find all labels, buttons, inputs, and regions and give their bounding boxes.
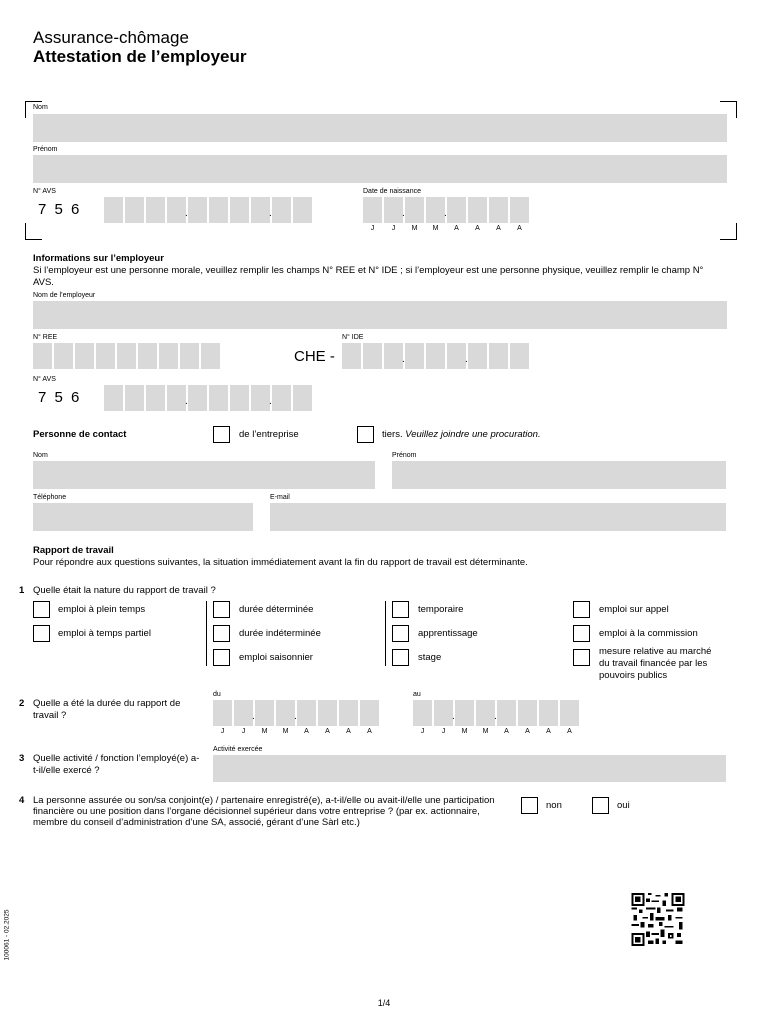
avs-cell[interactable] [272,385,291,411]
avs-cell[interactable] [188,197,207,223]
separator-dot: . [185,208,188,219]
form-code: 100061 - 02.2025 [3,909,11,961]
date-cell[interactable] [255,700,274,726]
date-letter: A [475,225,480,232]
ree-cell[interactable] [96,343,115,369]
avs-cell[interactable] [209,197,228,223]
prenom-label: Prénom [33,146,58,153]
label-seasonal: emploi saisonnier [239,652,313,663]
avs-cell[interactable] [125,197,144,223]
date-cell[interactable] [360,700,379,726]
label-apprenticeship: apprentissage [418,628,478,639]
dob-cell[interactable] [447,197,466,223]
q1-number: 1 [19,585,25,596]
dob-cell[interactable] [363,197,382,223]
q4-number: 4 [19,795,25,806]
dob-cell[interactable] [489,197,508,223]
label-fixed-term: durée déterminée [239,604,314,615]
ide-cell[interactable] [468,343,487,369]
dob-cell[interactable] [510,197,529,223]
separator-dot: . [185,396,188,407]
date-letter: J [241,728,246,735]
date-letter: A [517,225,522,232]
phone-label: Téléphone [33,494,67,501]
q3-number: 3 [19,753,25,764]
ree-cell[interactable] [201,343,220,369]
checkbox-on-call[interactable] [573,601,590,618]
dob-cells[interactable] [363,197,533,235]
separator-dot: . [269,208,272,219]
checkbox-labour-measure[interactable] [573,649,590,666]
date-letter: M [432,225,439,232]
contact-third-party-checkbox[interactable] [357,426,374,443]
date-cell[interactable] [497,700,516,726]
nom-field[interactable] [33,114,727,142]
dob-cell[interactable] [468,197,487,223]
avs-cell[interactable] [293,197,312,223]
checkbox-part-time[interactable] [33,625,50,642]
from-label: du [213,691,221,698]
contact-prenom-label: Prénom [392,452,417,459]
dob-cell[interactable] [405,197,424,223]
avs-digits[interactable] [0,197,320,225]
date-letter: A [504,728,509,735]
avs-cell[interactable] [230,385,249,411]
date-cell[interactable] [297,700,316,726]
avs-cell[interactable] [167,197,186,223]
activity-field[interactable] [213,755,726,782]
q2-question: Quelle a été la durée du rapport de travail ? [33,698,181,721]
separator-dot: . [402,208,405,219]
checkbox-commission[interactable] [573,625,590,642]
nom-label: Nom [33,104,48,111]
q4-yes-label: oui [617,800,630,811]
avs-prefix: 7 5 6 [38,201,80,218]
contact-nom-field[interactable] [33,461,375,489]
work-heading: Rapport de travail [33,545,114,556]
ree-cell[interactable] [54,343,73,369]
employer-intro: Si l’employeur est une personne morale, veuillez remplir les champs N° REE et N° IDE ; si l’employeur est une personne physique, veuillez remplir le champ N° AVS. [33,265,704,288]
date-letter: J [220,728,225,735]
label-internship: stage [418,652,442,663]
q1-question: Quelle était la nature du rapport de travail ? [33,585,216,596]
date-letter: J [391,225,396,232]
date-cell[interactable] [234,700,253,726]
to-label: au [413,691,421,698]
date-cell[interactable] [339,700,358,726]
date-letter: A [567,728,572,735]
label-temporary: temporaire [418,604,464,615]
checkbox-internship[interactable] [392,649,409,666]
ide-cells[interactable] [342,343,532,371]
activity-label: Activité exercée [213,746,263,753]
avs-cell[interactable] [230,197,249,223]
frame-corner-br [720,223,737,240]
che-prefix: CHE - [294,348,335,365]
label-on-call: emploi sur appel [599,604,669,615]
date-cell[interactable] [476,700,495,726]
contact-company-label: de l’entreprise [239,429,299,440]
third-party-text: tiers. [382,429,403,440]
date-letter: A [454,225,459,232]
ide-cell[interactable] [342,343,361,369]
date-letter: A [367,728,372,735]
avs-cell[interactable] [146,197,165,223]
column-divider [206,601,207,666]
q3-question: Quelle activité / fonction l’employé(e) a-t-il/elle exercé ? [33,753,200,776]
to-date-cells[interactable] [413,700,583,738]
date-cell[interactable] [213,700,232,726]
dob-label: Date de naissance [363,188,421,195]
avs-cell[interactable] [125,385,144,411]
employer-name-label: Nom de l’employeur [33,292,96,299]
employer-heading: Informations sur l’employeur [33,253,164,264]
ree-cell[interactable] [159,343,178,369]
ree-cell[interactable] [138,343,157,369]
prenom-field[interactable] [33,155,727,183]
separator-dot: . [494,711,497,722]
avs-cell[interactable] [104,385,123,411]
date-letter: M [282,728,289,735]
avs-cell[interactable] [209,385,228,411]
q4-question: La personne assurée ou son/sa conjoint(e) / partenaire enregistré(e), a-t-il/elle ou avait-il/elle une participation financière ou une position dans l’organe décisionnel supérieur dans votre entreprise ? (par ex. actionnaire, membre du conseil d’administration d’une SA, associé, gérant d’une Sàrl etc.) [33,795,495,828]
date-cell[interactable] [560,700,579,726]
separator-dot: . [402,354,405,365]
date-cell[interactable] [276,700,295,726]
column-divider [385,601,386,666]
q2-number: 2 [19,698,25,709]
ree-cell[interactable] [75,343,94,369]
date-letter: A [304,728,309,735]
avs-cell[interactable] [188,385,207,411]
ree-label: N° REE [33,334,58,341]
frame-corner-bl [25,223,42,240]
ide-cell[interactable] [447,343,466,369]
q4-no-label: non [546,800,562,811]
date-cell[interactable] [318,700,337,726]
procuration-note: Veuillez joindre une procuration. [405,429,541,440]
employer-avs-digits[interactable] [0,385,320,413]
employer-avs-label: N° AVS [33,376,56,383]
contact-company-checkbox[interactable] [213,426,230,443]
ide-cell[interactable] [405,343,424,369]
separator-dot: . [269,396,272,407]
date-letter: M [261,728,268,735]
date-cell[interactable] [455,700,474,726]
separator-dot: . [452,711,455,722]
date-cell[interactable] [434,700,453,726]
date-letter: J [441,728,446,735]
checkbox-apprenticeship[interactable] [392,625,409,642]
label-commission: emploi à la commission [599,628,698,639]
qr-code-icon [629,893,687,946]
phone-field[interactable] [33,503,253,531]
contact-heading: Personne de contact [33,429,127,440]
checkbox-indefinite[interactable] [213,625,230,642]
employer-avs-prefix: 7 5 6 [38,389,80,406]
ree-cells[interactable] [33,343,223,371]
form-title: Assurance-chômage [33,28,189,47]
date-letter: A [525,728,530,735]
avs-cell[interactable] [251,385,270,411]
avs-cell[interactable] [251,197,270,223]
date-cell[interactable] [539,700,558,726]
date-letter: A [546,728,551,735]
date-letter: A [325,728,330,735]
label-full-time: emploi à plein temps [58,604,146,615]
avs-cell[interactable] [104,197,123,223]
ree-cell[interactable] [117,343,136,369]
date-letter: M [411,225,418,232]
ide-cell[interactable] [510,343,529,369]
avs-cell[interactable] [146,385,165,411]
form-subtitle: Attestation de l’employeur [33,47,247,66]
separator-dot: . [294,711,297,722]
contact-third-party-label [382,429,541,441]
checkbox-seasonal[interactable] [213,649,230,666]
date-letter: M [482,728,489,735]
label-part-time: emploi à temps partiel [58,628,151,639]
label-labour-measure: mesure relative au marché du travail financée par les pouvoirs publics [599,646,712,681]
ree-cell[interactable] [180,343,199,369]
dob-cell[interactable] [384,197,403,223]
avs-cell[interactable] [272,197,291,223]
q4-yes-checkbox[interactable] [592,797,609,814]
ree-cell[interactable] [33,343,52,369]
avs-cell[interactable] [293,385,312,411]
checkbox-fixed-term[interactable] [213,601,230,618]
employer-name-field[interactable] [33,301,727,329]
contact-prenom-field[interactable] [392,461,726,489]
ide-cell[interactable] [426,343,445,369]
checkbox-temporary[interactable] [392,601,409,618]
email-label: E-mail [270,494,290,501]
from-date-cells[interactable] [213,700,383,738]
work-intro: Pour répondre aux questions suivantes, la situation immédiatement avant la fin du rapport de travail est déterminante. [33,557,528,568]
avs-label: N° AVS [33,188,56,195]
ide-cell[interactable] [489,343,508,369]
ide-cell[interactable] [384,343,403,369]
separator-dot: . [252,711,255,722]
email-field[interactable] [270,503,726,531]
separator-dot: . [444,208,447,219]
dob-cell[interactable] [426,197,445,223]
ide-cell[interactable] [363,343,382,369]
ide-label: N° IDE [342,334,364,341]
date-letter: A [346,728,351,735]
date-letter: M [461,728,468,735]
q4-no-checkbox[interactable] [521,797,538,814]
label-indefinite: durée indéterminée [239,628,321,639]
date-letter: A [496,225,501,232]
date-letter: J [370,225,375,232]
date-cell[interactable] [413,700,432,726]
contact-nom-label: Nom [33,452,48,459]
checkbox-full-time[interactable] [33,601,50,618]
separator-dot: . [465,354,468,365]
avs-cell[interactable] [167,385,186,411]
date-letter: J [420,728,425,735]
date-cell[interactable] [518,700,537,726]
page-number: 1/4 [377,998,391,1008]
